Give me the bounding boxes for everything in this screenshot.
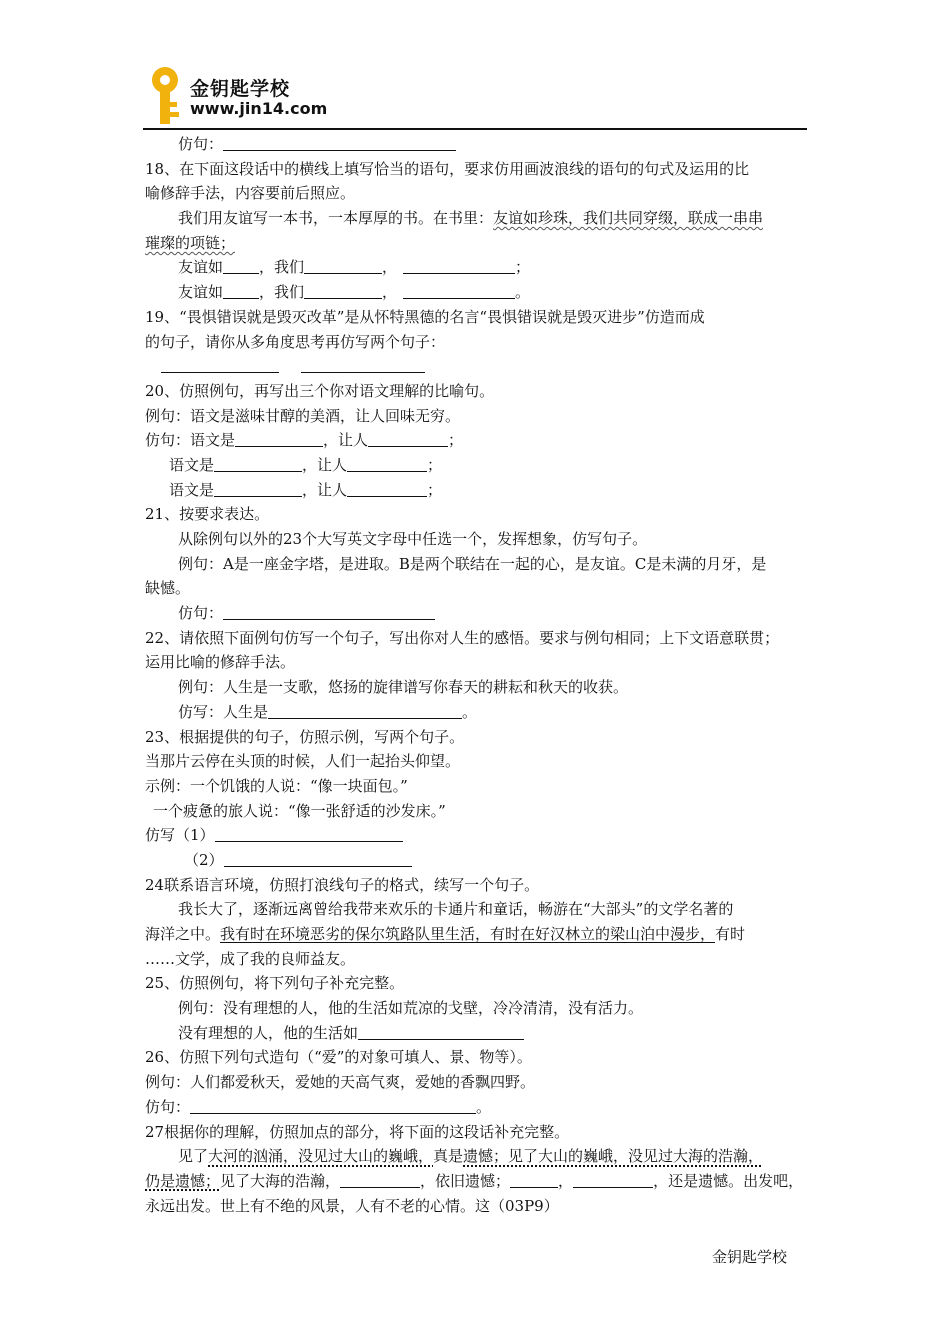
q25-prompt: 25、仿照例句，将下列句子补充完整。 bbox=[145, 974, 405, 993]
q27-prompt: 27根据你的理解，仿照加点的部分，将下面的这段话补充完整。 bbox=[145, 1122, 570, 1141]
dotted-phrase: 大河的汹涌，没见过大山的巍峨， bbox=[208, 1147, 434, 1166]
q27-passage-end: 永远出发。世上有不绝的风景，人有不老的心情。这（03P9） bbox=[145, 1196, 559, 1215]
answer-blank[interactable] bbox=[368, 430, 448, 447]
q23-example-cont: 一个疲惫的旅人说：“像一张舒适的沙发床。” bbox=[153, 801, 446, 820]
wavy-sentence: 友谊如珍珠，我们共同穿缀，联成一串串 bbox=[493, 209, 764, 228]
q20-answer-line: 语文是 ，让人 ； bbox=[169, 480, 443, 499]
answer-blank[interactable] bbox=[403, 282, 515, 299]
q19-prompt: 19、“畏惧错误就是毁灭改革”是从怀特黑德的名言“畏惧错误就是毁灭进步”仿造而成 bbox=[145, 307, 705, 326]
answer-blank[interactable] bbox=[510, 1171, 558, 1188]
answer-blank[interactable] bbox=[304, 257, 382, 274]
q18-passage-cont bbox=[145, 231, 809, 256]
q26-prompt: 26、仿照下列句式造句（“爱”的对象可填人、景、物等）。 bbox=[145, 1048, 532, 1067]
q27-passage-cont: 仍是遗憾；见了大海的浩瀚， ，依旧遗憾； ， ，还是遗憾。出发吧， bbox=[145, 1171, 804, 1190]
q18-fill-line: 友谊如 ，我们 ， ； bbox=[178, 258, 531, 277]
header bbox=[143, 66, 808, 130]
q25-example: 例句：没有理想的人，他的生活如荒凉的戈壁，冷冷清清，没有活力。 bbox=[178, 999, 644, 1018]
q22-example: 例句：人生是一支歌，悠扬的旋律谱写你春天的耕耘和秋天的收获。 bbox=[178, 678, 629, 697]
dotted-phrase: 仍是遗憾； bbox=[145, 1171, 221, 1190]
header-rule bbox=[143, 128, 807, 130]
q21-example-cont: 缺憾。 bbox=[145, 579, 191, 598]
q24-passage-cont: 海洋之中。我有时在环境恶劣的保尔筑路队里生活，有时在好汉林立的梁山泊中漫步，有时 bbox=[145, 925, 746, 943]
answer-blank[interactable] bbox=[215, 825, 403, 842]
answer-blank[interactable] bbox=[161, 356, 279, 373]
q17-answer-line: 仿句： bbox=[145, 132, 809, 157]
q20-example: 例句：语文是滋味甘醇的美酒，让人回味无穷。 bbox=[145, 406, 461, 425]
q23-answer-line: 仿写（1） bbox=[145, 823, 809, 848]
answer-blank[interactable] bbox=[223, 282, 259, 299]
q21-instruction: 从除例句以外的23个大写英文字母中任选一个，发挥想象，仿写句子。 bbox=[178, 530, 648, 548]
q20-prompt: 20、仿照例句，再写出三个你对语文理解的比喻句。 bbox=[145, 381, 495, 400]
q18-passage: 我们用友谊写一本书，一本厚厚的书。在书里：友谊如珍珠，我们共同穿缀，联成一串串 bbox=[178, 209, 764, 228]
answer-blank[interactable] bbox=[223, 134, 456, 151]
answer-blank[interactable] bbox=[358, 1023, 524, 1040]
q21-answer-line: 仿句： bbox=[145, 601, 809, 626]
q22-prompt-cont: 运用比喻的修辞手法。 bbox=[145, 653, 296, 672]
answer-blank[interactable] bbox=[224, 850, 412, 867]
logo-url: www.jin14.com bbox=[190, 99, 328, 118]
q21-example: 例句：A是一座金字塔，是进取。B是两个联结在一起的心，是友谊。C是未满的月牙，是 bbox=[178, 554, 767, 573]
wavy-sentence: 璀璨的项链； bbox=[145, 233, 236, 252]
answer-blank[interactable] bbox=[403, 257, 515, 274]
q25-answer-line: 没有理想的人，他的生活如 bbox=[145, 1021, 809, 1046]
answer-blank[interactable] bbox=[347, 480, 427, 497]
q24-passage-end: ……文学，成了我的良师益友。 bbox=[145, 949, 356, 968]
logo-title: 金钥匙学校 bbox=[190, 78, 291, 100]
q18-prompt: 18、在下面这段话中的横线上填写恰当的语句，要求仿用画波浪线的语句的句式及运用的比 bbox=[145, 159, 750, 178]
answer-blank[interactable] bbox=[214, 480, 302, 497]
answer-blank[interactable] bbox=[268, 702, 462, 719]
q23-answer-line: （2） bbox=[145, 848, 809, 873]
answer-blank[interactable] bbox=[573, 1171, 653, 1188]
answer-blank[interactable] bbox=[235, 430, 323, 447]
q19-prompt-cont: 的句子，请你从多角度思考再仿写两个句子： bbox=[145, 332, 446, 351]
q24-passage: 我长大了，逐渐远离曾给我带来欢乐的卡通片和童话，畅游在“大部头”的文学名著的 bbox=[178, 900, 734, 919]
q21-prompt: 21、按要求表达。 bbox=[145, 505, 270, 524]
wavy-sentence: 我有时在环境恶劣的保尔筑路队里生活，有时在好汉林立的梁山泊中漫步， bbox=[220, 925, 716, 943]
answer-blank[interactable] bbox=[223, 603, 435, 620]
document-body bbox=[145, 132, 809, 1218]
key-icon bbox=[143, 66, 187, 126]
q22-prompt: 22、请依照下面例句仿写一个句子，写出你对人生的感悟。要求与例句相同；上下文语意联贯； bbox=[145, 628, 780, 647]
q18-prompt-cont: 喻修辞手法，内容要前后照应。 bbox=[145, 184, 356, 203]
q23-sentence: 当那片云停在头顶的时候，人们一起抬头仰望。 bbox=[145, 752, 461, 771]
answer-blank[interactable] bbox=[214, 455, 302, 472]
dotted-phrase: 遗憾；见了大山的巍峨，没见过大海的浩瀚， bbox=[463, 1147, 764, 1166]
q18-fill-line: 友谊如 ，我们 ， 。 bbox=[178, 283, 531, 302]
q24-prompt: 24联系语言环境，仿照打浪线句子的格式，续写一个句子。 bbox=[145, 875, 540, 894]
answer-blank[interactable] bbox=[223, 257, 259, 274]
answer-blank[interactable] bbox=[304, 282, 382, 299]
q20-answer-line: 仿句：语文是 ，让人 ； bbox=[145, 431, 464, 450]
q26-answer-line: 仿句： 。 bbox=[145, 1097, 492, 1116]
footer-text: 金钥匙学校 bbox=[712, 1248, 788, 1266]
answer-blank[interactable] bbox=[190, 1097, 476, 1114]
answer-blank[interactable] bbox=[340, 1171, 420, 1188]
q22-answer-line: 仿写：人生是 。 bbox=[178, 702, 478, 721]
q23-example: 示例：一个饥饿的人说：“像一块面包。” bbox=[145, 776, 408, 795]
q23-prompt: 23、根据提供的句子，仿照示例，写两个句子。 bbox=[145, 727, 465, 746]
q20-answer-line: 语文是 ，让人 ； bbox=[169, 455, 443, 474]
answer-blank[interactable] bbox=[347, 455, 427, 472]
answer-blank[interactable] bbox=[301, 356, 425, 373]
q26-example: 例句：人们都爱秋天，爱她的天高气爽，爱她的香飘四野。 bbox=[145, 1073, 536, 1092]
q27-passage: 见了大河的汹涌，没见过大山的巍峨，真是遗憾；见了大山的巍峨，没见过大海的浩瀚， bbox=[178, 1147, 764, 1166]
q19-answer-line bbox=[145, 354, 809, 379]
